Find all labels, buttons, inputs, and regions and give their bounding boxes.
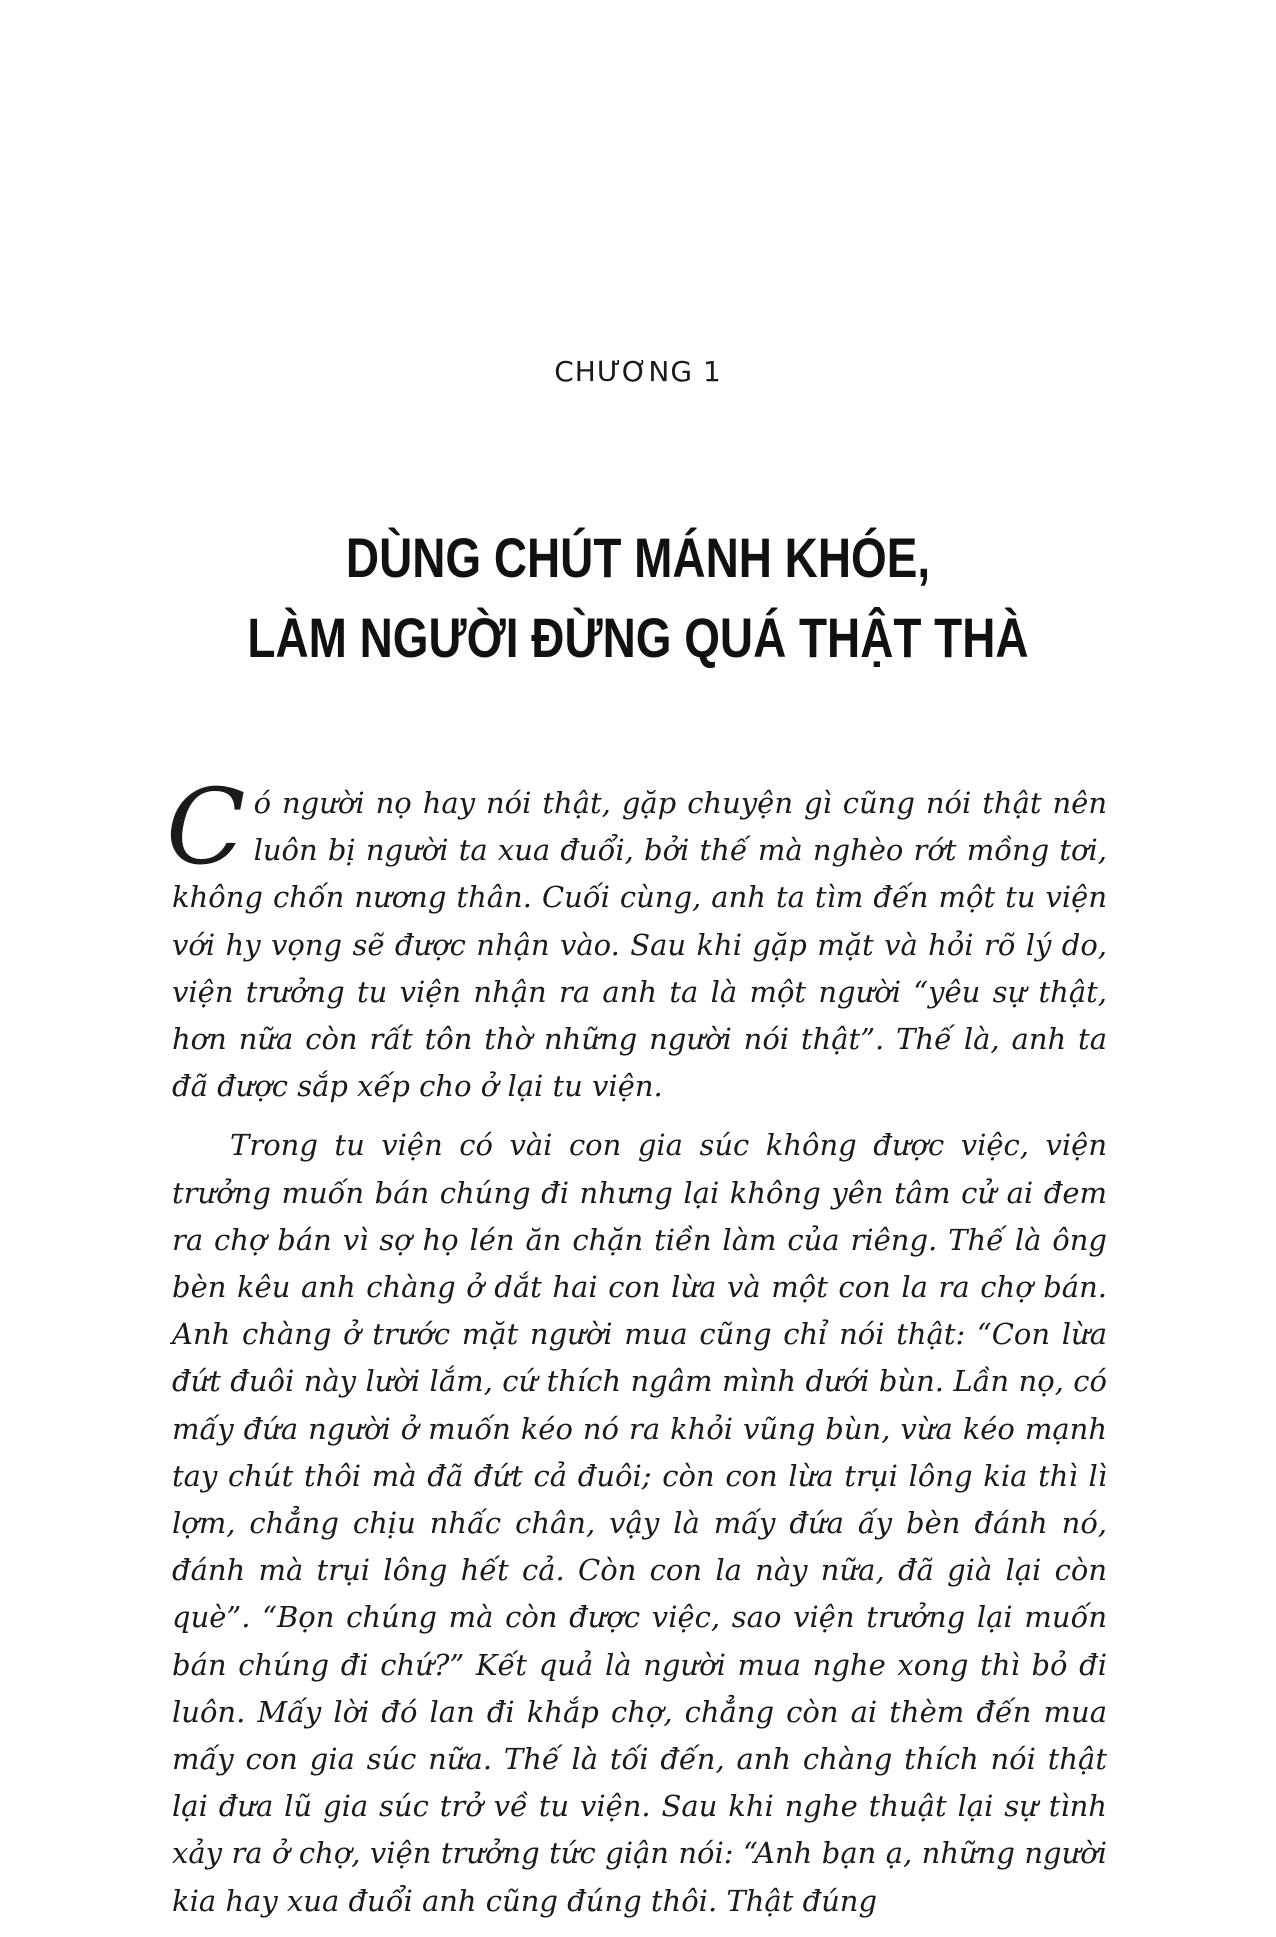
paragraph-2: Trong tu viện có vài con gia súc không được việc, viện trưởng muốn bán chúng đi nhưng lại không yên tâm cử ai đem ra chợ bán vì sợ họ lén ăn chặn tiền làm của riêng. Thế là ông bèn kêu anh chàng ở dắt hai con lừa và một con la ra chợ bán. Anh chàng ở trước mặt người mua cũng chỉ nói thật: “Con lừa đứt đuôi này lười lắm, cứ thích ngâm mình dưới bùn. Lần nọ, có mấy đứa người ở muốn kéo nó ra khỏi vũng bùn, vừa kéo mạnh tay chút thôi mà đã đứt cả đuôi; còn con lừa trụi lông kia thì lì lợm, chẳng chịu nhấc chân, vậy là mấy đứa ấy bèn đánh nó, đánh mà trụi lông hết cả. Còn con la này nữa, đã già lại còn què”. “Bọn chúng mà còn được việc, sao viện trưởng lại muốn bán chúng đi chứ?” Kết quả là người mua nghe xong thì bỏ đi luôn. Mấy lời đó lan đi khắp chợ, chẳng còn ai thèm đến mua mấy con gia súc nữa. Thế là tối đến, anh chàng thích nói thật lại đưa lũ gia súc trở về tu viện. Sau khi nghe thuật lại sự tình xảy ra ở chợ, viện trưởng tức giận nói: “Anh bạn ạ, những người kia hay xua đuổi anh cũng đúng thôi. Thật đúng bbox=[172, 1128, 1107, 1918]
chapter-title-line-2: LÀM NGƯỜI ĐỪNG QUÁ THẬT THÀ bbox=[247, 606, 1029, 669]
chapter-title bbox=[115, 518, 1161, 678]
paragraph-1 bbox=[166, 766, 1107, 1110]
chapter-title-line-1: DÙNG CHÚT MÁNH KHÓE, bbox=[345, 526, 931, 589]
paragraph-1-text: ó người nọ hay nói thật, gặp chuyện gì cũng nói thật nên luôn bị người ta xua đuổi, bởi thế mà nghèo rớt mồng tơi, không chốn nương thân. Cuối cùng, anh ta tìm đến một tu viện với hy vọng sẽ được nhận vào. Sau khi gặp mặt và hỏi rõ lý do, viện trưởng tu viện nhận ra anh ta là một người “yêu sự thật, hơn nữa còn rất tôn thờ những người nói thật”. Thế là, anh ta đã được sắp xếp cho ở lại tu viện. bbox=[172, 786, 1107, 1104]
drop-cap: C bbox=[166, 766, 246, 888]
body-text bbox=[166, 766, 1107, 1937]
chapter-label: CHƯƠNG 1 bbox=[554, 355, 722, 388]
